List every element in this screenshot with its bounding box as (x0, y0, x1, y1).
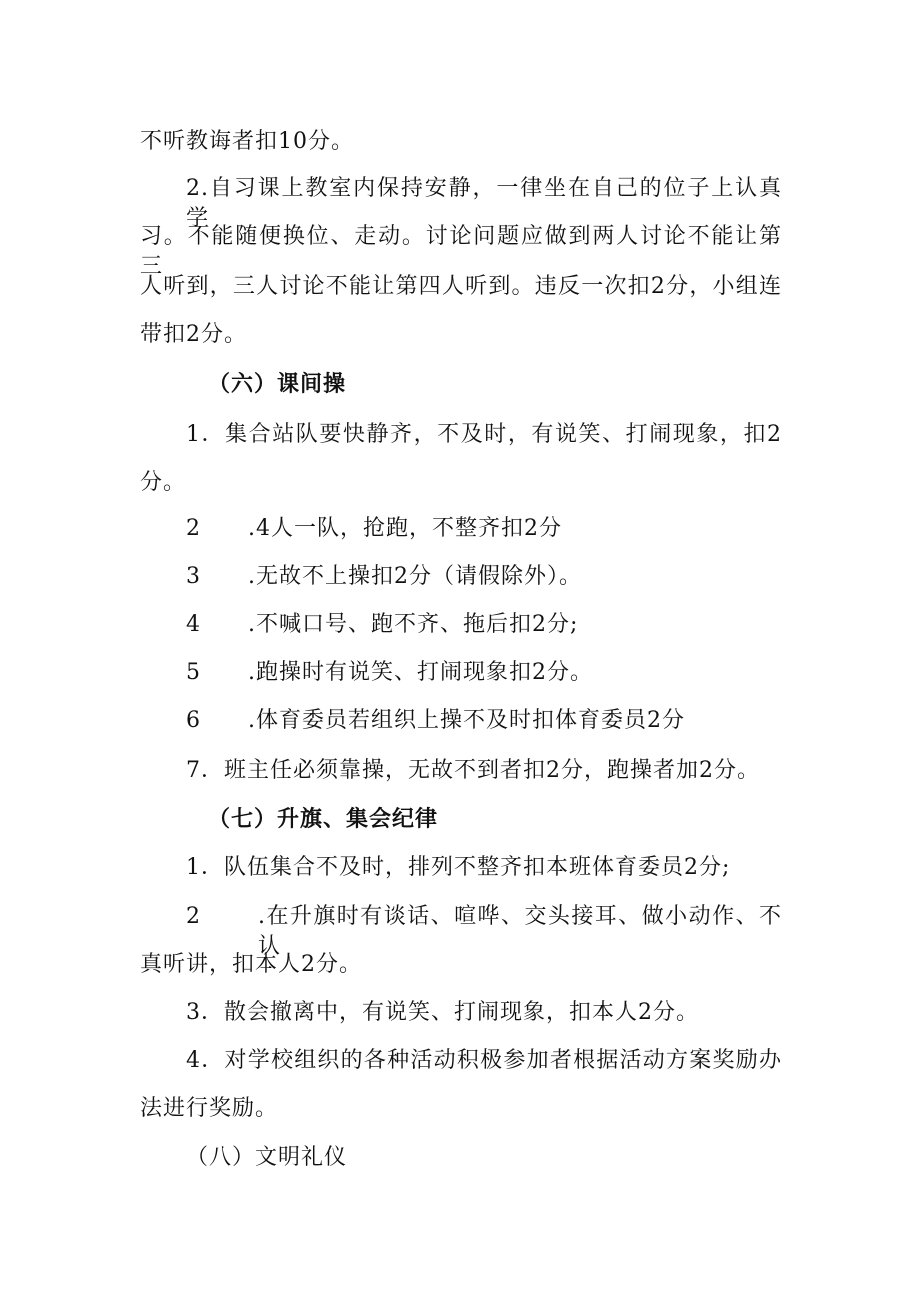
text-line: 1．集合站队要快静齐，不及时，有说笑、打闹现象，扣2 (186, 422, 782, 447)
item-number: 6 (186, 708, 200, 733)
text-line: 法进行奖励。 (140, 1096, 279, 1121)
text-line: 真听讲，扣本人2分。 (140, 952, 362, 977)
text-line: 分。 (140, 470, 187, 495)
text-line: 2.自习课上教室内保持安静，一律坐在自己的位子上认真学 (186, 176, 782, 231)
item-number: 3 (186, 564, 200, 589)
text-line: 习。不能随便换位、走动。讨论问题应做到两人讨论不能让第三 (140, 224, 782, 279)
text-line: .体育委员若组织上操不及时扣体育委员2分 (248, 708, 685, 733)
section-heading: （八）文明礼仪 (186, 1145, 348, 1170)
text-line: .跑操时有说笑、打闹现象扣2分。 (248, 660, 593, 685)
text-line: 4．对学校组织的各种活动积极参加者根据活动方案奖励办 (186, 1048, 782, 1073)
text-line: 带扣2分。 (140, 322, 247, 347)
text-line: .4人一队，抢跑，不整齐扣2分 (248, 516, 562, 541)
text-line: 1．队伍集合不及时，排列不整齐扣本班体育委员2分; (186, 855, 731, 880)
text-line: 3．散会撤离中，有说笑、打闹现象，扣本人2分。 (186, 1000, 699, 1025)
text-line: 7．班主任必须靠操，无故不到者扣2分，跑操者加2分。 (186, 758, 760, 783)
item-number: 2 (186, 516, 200, 541)
section-heading: （七）升旗、集会纪律 (208, 806, 439, 832)
text-line: .不喊口号、跑不齐、拖后扣2分; (248, 612, 579, 637)
item-number: 4 (186, 612, 200, 637)
text-line: 不听教诲者扣10分。 (140, 129, 354, 154)
text-line: .无故不上操扣2分（请假除外）。 (248, 564, 582, 589)
text-line: 人听到，三人讨论不能让第四人听到。违反一次扣2分，小组连 (140, 274, 782, 299)
item-number: 5 (186, 660, 200, 685)
section-heading: （六）课间操 (208, 371, 347, 397)
item-number: 2 (186, 904, 200, 929)
text-line: .在升旗时有谈话、喧哗、交头接耳、做小动作、不认 (258, 904, 782, 959)
